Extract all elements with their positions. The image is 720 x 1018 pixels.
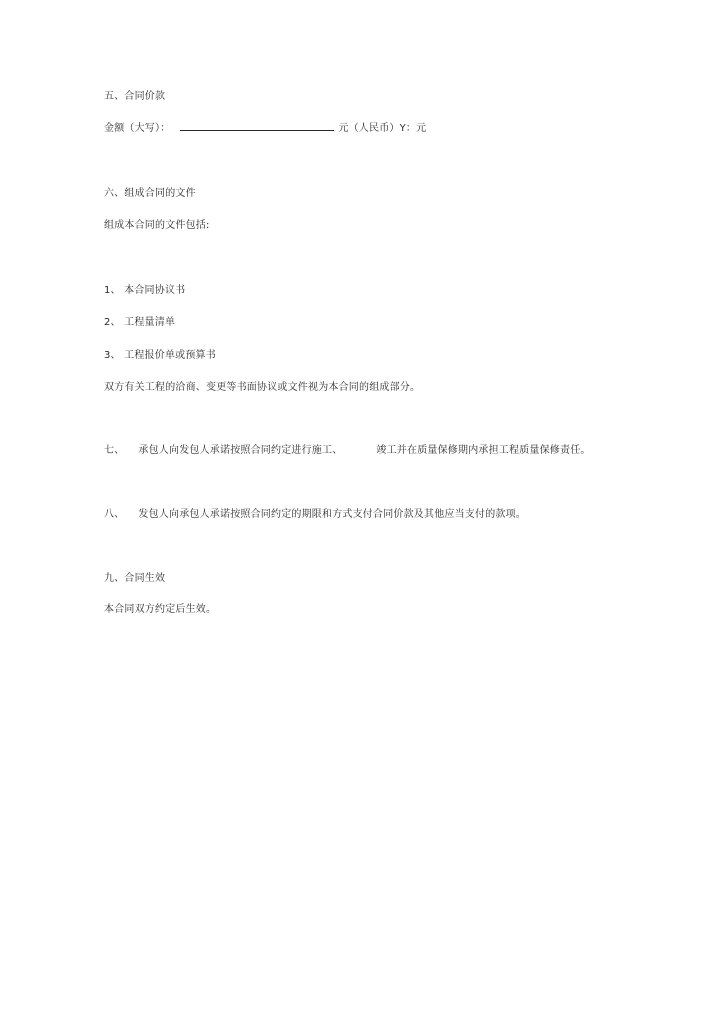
section7-number: 七、 — [104, 445, 125, 456]
section7-text-part2: 竣工并在质量保修期内承担工程质量保修责任。 — [376, 445, 591, 456]
section8-text: 发包人向承包人承诺按照合同约定的期限和方式支付合同价款及其他应当支付的款项。 — [138, 509, 527, 520]
section6-intro: 组成本合同的文件包括: — [104, 220, 210, 231]
document-list-item: 2、 工程量清单 — [104, 317, 176, 328]
section9-text: 本合同双方约定后生效。 — [104, 604, 217, 615]
section7-paragraph — [104, 444, 591, 458]
amount-blank-field — [180, 121, 334, 131]
section8-number: 八、 — [104, 509, 125, 520]
section5-heading: 五、合同价款 — [104, 91, 166, 102]
section8-paragraph — [104, 508, 526, 522]
document-list-item: 3、 工程报价单或预算书 — [104, 350, 216, 361]
contract-amount-line — [104, 121, 426, 136]
section7-text-part1: 承包人向发包人承诺按照合同约定进行施工、 — [138, 445, 343, 456]
section6-closing: 双方有关工程的洽商、变更等书面协议或文件视为本合同的组成部分。 — [104, 382, 421, 393]
section6-heading: 六、组成合同的文件 — [104, 188, 196, 199]
section9-heading: 九、合同生效 — [104, 573, 166, 584]
amount-unit: 元（人民币）Y：元 — [338, 123, 427, 134]
amount-label: 金额（大写）： — [104, 123, 171, 134]
document-list-item: 1、 本合同协议书 — [104, 285, 186, 296]
